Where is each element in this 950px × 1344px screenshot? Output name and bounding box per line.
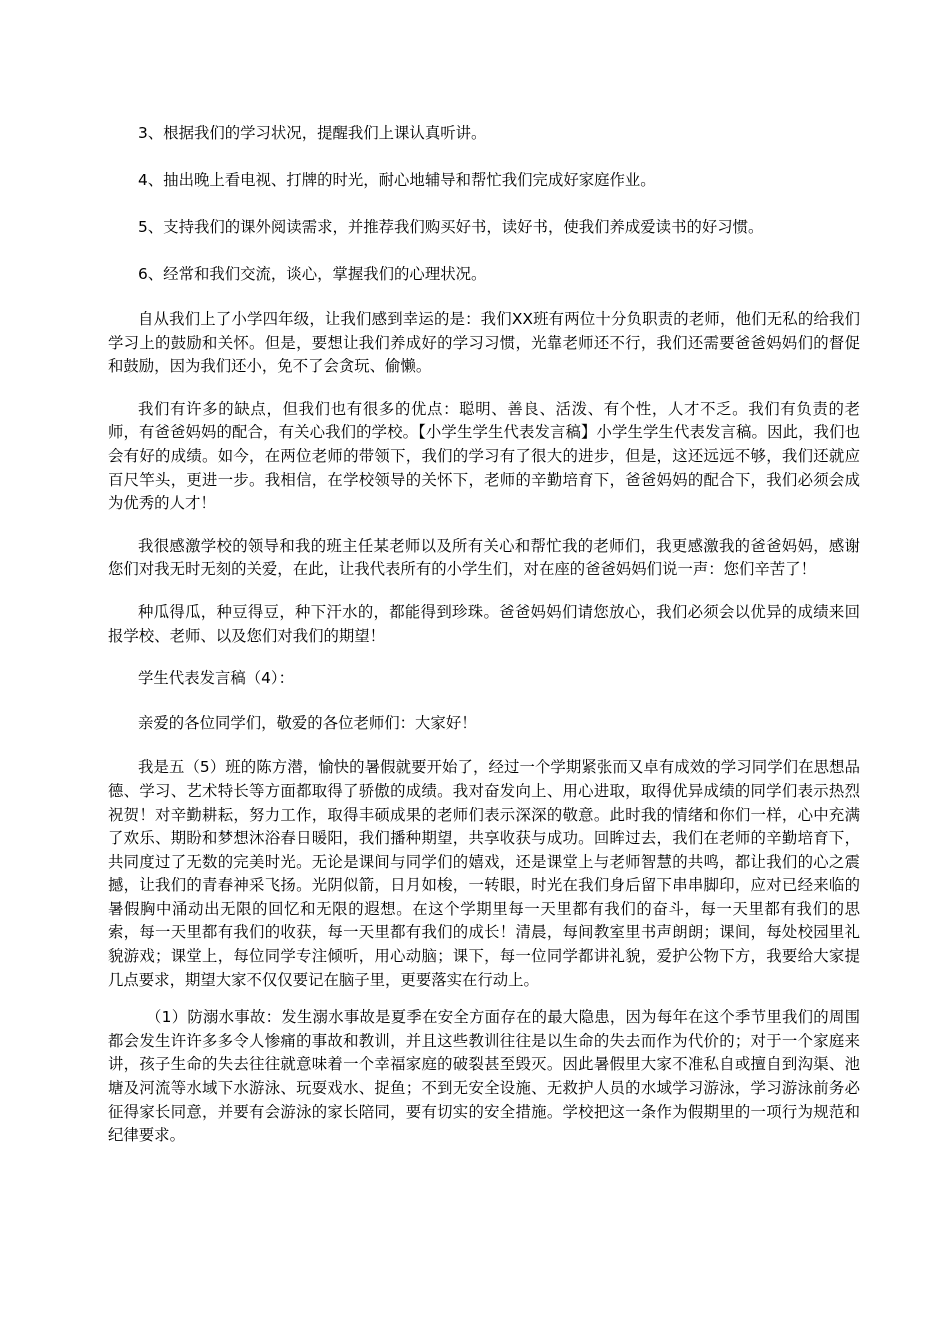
list-item-5: 5、支持我们的课外阅读需求，并推荐我们购买好书，读好书，使我们养成爱读书的好习惯。: [138, 218, 764, 236]
list-item-3: 3、根据我们的学习状况，提醒我们上课认真听讲。: [138, 124, 487, 142]
list-item-6: 6、经常和我们交流，谈心，掌握我们的心理状况。: [138, 265, 487, 283]
paragraph-thanks: 我很感激学校的领导和我的班主任某老师以及所有关心和帮忙我的老师们，我更感激我的爸爸妈妈，感谢您们对我无时无刻的关爱，在此，让我代表所有的小学生们，对在座的爸爸妈妈们说一声：您们辛苦了！: [108, 536, 860, 579]
rule-paragraph-drowning: （1）防溺水事故：发生溺水事故是夏季在安全方面存在的最大隐患，因为每年在这个季节里我们的周围都会发生许许多多令人惨痛的事故和教训，并且这些教训往往是以生命的失去而作为代价的；对于一个家庭来讲，孩子生命的失去往往就意味着一个幸福家庭的破裂甚至毁灭。因此暑假里大家不准私自或擅自到沟渠、池塘及河流等水域下水游泳、玩耍戏水、捉鱼；不到无安全设施、无救护人员的水域学习游泳，学习游泳前务必征得家长同意，并要有会游泳的家长陪同，要有切实的安全措施。学校把这一条作为假期里的一项行为规范和纪律要求。: [108, 1008, 860, 1145]
paragraph-grade-four: 自从我们上了小学四年级，让我们感到幸运的是：我们XX班有两位十分负职责的老师，他们无私的给我们学习上的鼓励和关怀。但是，要想让我们养成好的学习习惯，光靠老师还不行，我们还需要爸爸妈妈们的督促和鼓励，因为我们还小，免不了会贪玩、偷懒。: [108, 310, 860, 376]
greeting: 亲爱的各位同学们，敬爱的各位老师们：大家好！: [138, 713, 477, 732]
speech-paragraph: 我是五（5）班的陈方潜，愉快的暑假就要开始了，经过一个学期紧张而又卓有成效的学习同学们在思想品德、学习、艺术特长等方面都取得了骄傲的成绩。我对奋发向上、用心进取，取得优异成绩的同学们表示热烈祝贺！对辛勤耕耘，努力工作，取得丰硕成果的老师们表示深深的敬意。此时我的情绪和你们一样，心中充满了欢乐、期盼和梦想沐浴春日暖阳，我们播种期望，共享收获与成功。回眸过去，我们在老师的辛勤培育下，共同度过了无数的完美时光。无论是课间与同学们的嬉戏，还是课堂上与老师智慧的共鸣，都让我们的心之震撼，让我们的青春神采飞扬。光阴似箭，日月如梭，一转眼，时光在我们身后留下串串脚印，应对已经来临的暑假胸中涌动出无限的回忆和无限的遐想。在这个学期里每一天里都有我们的奋斗，每一天里都有我们的思索，每一天里都有我们的收获，每一天里都有我们的成长！清晨，每间教室里书声朗朗；课间，每处校园里礼貌游戏；课堂上，每位同学专注倾听，用心动脑；课下，每一位同学都讲礼貌，爱护公物下方，我要给大家提几点要求，期望大家不仅仅要记在脑子里，更要落实在行动上。: [108, 758, 860, 989]
list-item-4: 4、抽出晚上看电视、打牌的时光，耐心地辅导和帮忙我们完成好家庭作业。: [138, 171, 656, 189]
paragraph-promise: 种瓜得瓜，种豆得豆，种下汗水的，都能得到珍珠。爸爸妈妈们请您放心，我们必须会以优异的成绩来回报学校、老师、以及您们对我们的期望！: [108, 602, 860, 645]
paragraph-strengths: 我们有许多的缺点，但我们也有很多的优点：聪明、善良、活泼、有个性，人才不乏。我们有负责的老师，有爸爸妈妈的配合，有关心我们的学校。【小学生学生代表发言稿】小学生学生代表发言稿。因此，我们也会有好的成绩。如今，在两位老师的带领下，我们的学习有了很大的进步，但是，这还远远不够，我们还就应百尺竿头，更进一步。我相信，在学校领导的关怀下，老师的辛勤培育下，爸爸妈妈的配合下，我们必须会成为优秀的人才！: [108, 399, 860, 513]
section-label: 学生代表发言稿（4）：: [138, 669, 294, 688]
